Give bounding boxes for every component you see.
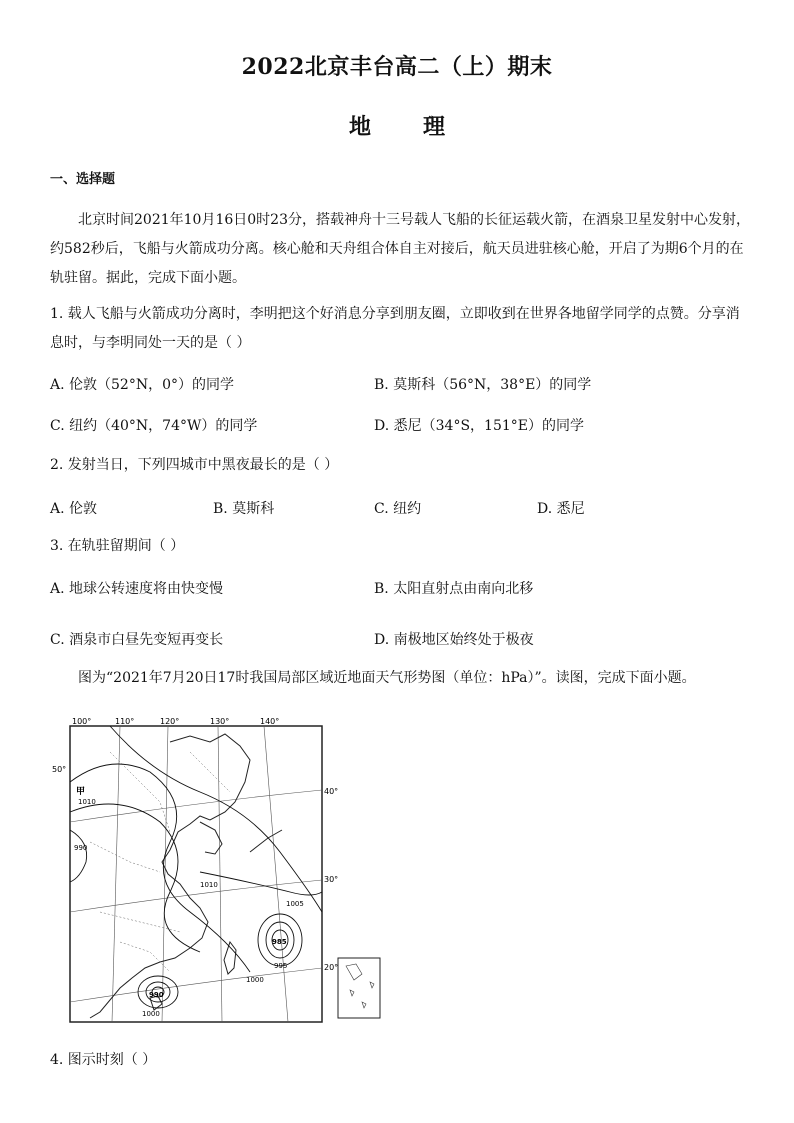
lat-label-20: 20° <box>324 963 339 972</box>
question-2-option-a[interactable]: A. 伦敦 <box>50 501 98 517</box>
weather-map-figure <box>50 712 390 1032</box>
section-heading: 一、选择题 <box>50 172 116 187</box>
lon-label-120: 120° <box>160 717 180 726</box>
intro-paragraph-2: 图为“2021年7月20日17时我国局部区域近地面天气形势图（单位：hPa）”。读图，完成下面小题。 <box>78 670 696 686</box>
subject-char-2: 理 <box>423 114 446 140</box>
lon-label-110: 110° <box>115 717 135 726</box>
isobar-label-995: 995 <box>274 962 288 970</box>
question-3-option-d[interactable]: D. 南极地区始终处于极夜 <box>374 632 534 648</box>
question-1-option-c[interactable]: C. 纽约（40°N，74°W）的同学 <box>50 418 258 434</box>
question-2-option-d[interactable]: D. 悉尼 <box>537 501 585 517</box>
question-3-stem: 3. 在轨驻留期间（ ） <box>50 538 185 554</box>
question-3-option-a[interactable]: A. 地球公转速度将由快变慢 <box>50 581 224 597</box>
isobar-label-1005: 1005 <box>286 900 304 908</box>
inset-frame <box>338 958 380 1018</box>
question-2-stem: 2. 发射当日，下列四城市中黑夜最长的是（ ） <box>50 457 339 473</box>
province-borders <box>90 752 230 972</box>
lon-label-100: 100° <box>72 717 92 726</box>
question-4-stem: 4. 图示时刻（ ） <box>50 1052 157 1068</box>
lat-label-40: 40° <box>324 787 339 796</box>
subject-heading <box>0 110 794 141</box>
lat-label-30: 30° <box>324 875 339 884</box>
lon-label-140: 140° <box>260 717 280 726</box>
intro-paragraph-1: 北京时间2021年10月16日0时23分，搭载神舟十三号载人飞船的长征运载火箭，在酒泉卫星发射中心发射，约582秒后，飞船与火箭成功分离。核心舱和天舟组合体自主对接后，航天员进驻核心舱，开启了为期6个月的在轨驻留。据此，完成下面小题。 <box>50 212 750 286</box>
lat-label-50: 50° <box>52 765 67 774</box>
inset-islands <box>346 964 374 1008</box>
isobar-label-990-a: 990 <box>74 844 88 852</box>
question-3-option-c[interactable]: C. 酒泉市白昼先变短再变长 <box>50 632 224 648</box>
lon-label-130: 130° <box>210 717 230 726</box>
isobar-label-1000-a: 1000 <box>246 976 264 984</box>
weather-map-svg <box>50 712 390 1032</box>
place-label-jia: 甲 <box>76 787 86 797</box>
subject-char-1: 地 <box>348 114 371 140</box>
question-1-option-b[interactable]: B. 莫斯科（56°N，38°E）的同学 <box>374 377 592 393</box>
isobar-label-1010-a: 1010 <box>78 798 96 806</box>
question-3-option-b[interactable]: B. 太阳直射点由南向北移 <box>374 581 534 597</box>
isobar-label-990-b: 990 <box>149 991 164 999</box>
isobar-label-1010-b: 1010 <box>200 881 218 889</box>
isobar-label-1000-b: 1000 <box>142 1010 160 1018</box>
graticule <box>70 726 322 1022</box>
question-1-stem: 1. 载人飞船与火箭成功分离时，李明把这个好消息分享到朋友圈，立即收到在世界各地留学同学的点赞。分享消息时，与李明同处一天的是（ ） <box>50 306 740 351</box>
question-1-option-a[interactable]: A. 伦敦（52°N，0°）的同学 <box>50 377 234 393</box>
question-2-option-c[interactable]: C. 纽约 <box>374 501 422 517</box>
question-2-option-b[interactable]: B. 莫斯科 <box>213 501 275 517</box>
question-1-option-d[interactable]: D. 悉尼（34°S，151°E）的同学 <box>374 418 584 434</box>
isobar-label-985: 985 <box>272 938 287 946</box>
page-title: 2022北京丰台高二（上）期末 <box>241 54 553 80</box>
